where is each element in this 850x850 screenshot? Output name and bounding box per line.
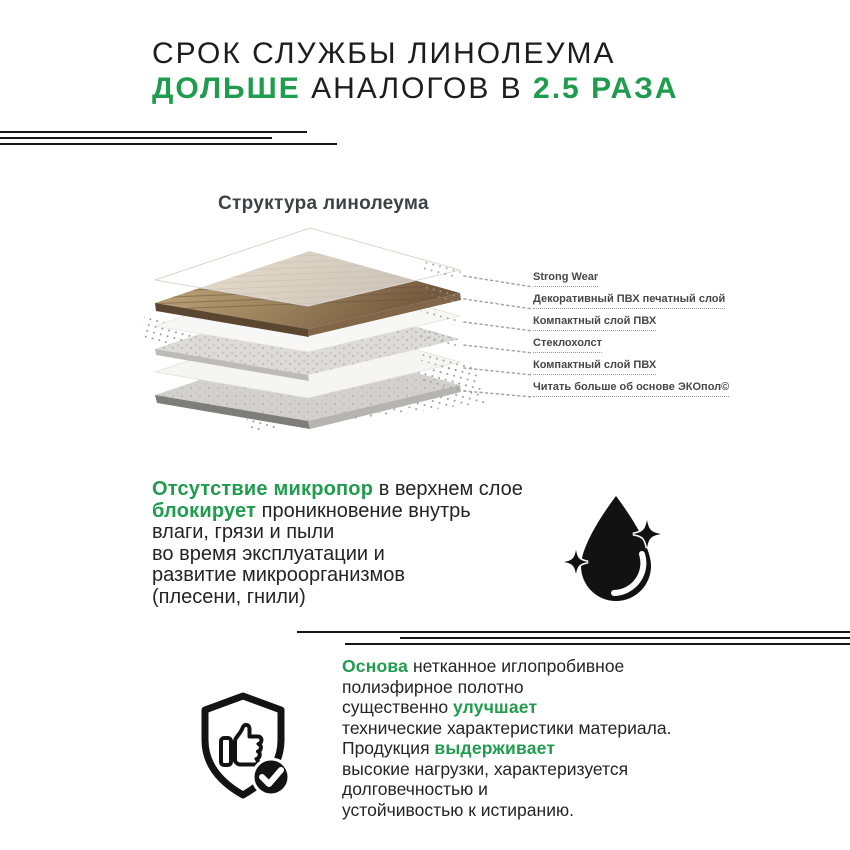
benefit-base-text (342, 656, 671, 820)
text-line (152, 479, 523, 501)
highlighted-phrase: улучшает (452, 697, 538, 717)
highlighted-phrase: блокирует (152, 499, 257, 522)
title-accent-longer: ДОЛЬШЕ (152, 72, 301, 105)
divider-line (297, 631, 850, 633)
layer-label: Компактный слой ПВХ (533, 359, 656, 375)
title-line-2 (152, 71, 679, 106)
layer-label: Декоративный ПВХ печатный слой (533, 293, 725, 309)
text-line (342, 800, 671, 821)
text-segment: устойчивостью к истиранию. (342, 799, 574, 820)
title-accent-ratio: 2.5 РАЗА (533, 72, 679, 105)
layer-label: Компактный слой ПВХ (533, 315, 656, 331)
read-more-link[interactable]: Читать больше об основе ЭКОпол© (533, 381, 729, 397)
highlighted-phrase: выдерживает (434, 738, 556, 758)
text-segment: влаги, грязи и пыли (152, 521, 335, 544)
text-line (152, 544, 523, 566)
divider-line (0, 137, 272, 139)
highlighted-phrase: Отсутствие микропор (152, 478, 374, 500)
text-line (342, 759, 671, 780)
layer-label: Strong Wear (533, 271, 598, 287)
text-segment: во время эксплуатации и (152, 542, 385, 565)
text-segment: проникновение внутрь (256, 499, 471, 522)
text-segment: технические характеристики материала. (342, 717, 672, 738)
water-drop-icon (566, 494, 670, 606)
text-line (342, 738, 671, 759)
text-segment: развитие микроорганизмов (152, 564, 406, 587)
text-segment: нетканное иглопробивное (408, 656, 625, 676)
text-line (342, 697, 671, 718)
text-line (152, 587, 523, 609)
text-segment: полиэфирное полотно (342, 676, 524, 697)
checkmark-badge-icon (253, 759, 289, 795)
divider-line (400, 637, 850, 639)
divider-line (345, 643, 850, 645)
text-line (342, 779, 671, 800)
diagram-title: Структура линолеума (218, 193, 429, 214)
title-line-2-middle: АНАЛОГОВ В (300, 72, 534, 105)
benefit-micropores-text (152, 479, 523, 609)
text-line (342, 656, 671, 677)
text-segment: (плесени, гнили) (152, 585, 306, 608)
text-segment: существенно (342, 697, 453, 717)
highlighted-phrase: Основа (342, 656, 409, 676)
page-title (152, 36, 679, 106)
text-line (342, 677, 671, 698)
text-line (152, 565, 523, 587)
text-segment: в верхнем слое (373, 478, 523, 500)
text-line (152, 522, 523, 544)
shield-thumbs-up-icon (196, 692, 294, 800)
text-segment: высокие нагрузки, характеризуется (342, 758, 629, 779)
thumbs-up-icon (221, 725, 261, 765)
text-line (342, 718, 671, 739)
text-segment: Продукция (342, 738, 435, 758)
divider-line (0, 143, 337, 145)
layer-label: Стеклохолст (533, 337, 602, 353)
title-line-1: СРОК СЛУЖБЫ ЛИНОЛЕУМА (152, 37, 616, 70)
divider-line (0, 131, 307, 133)
text-line (152, 501, 523, 523)
text-segment: долговечностью и (342, 779, 488, 799)
